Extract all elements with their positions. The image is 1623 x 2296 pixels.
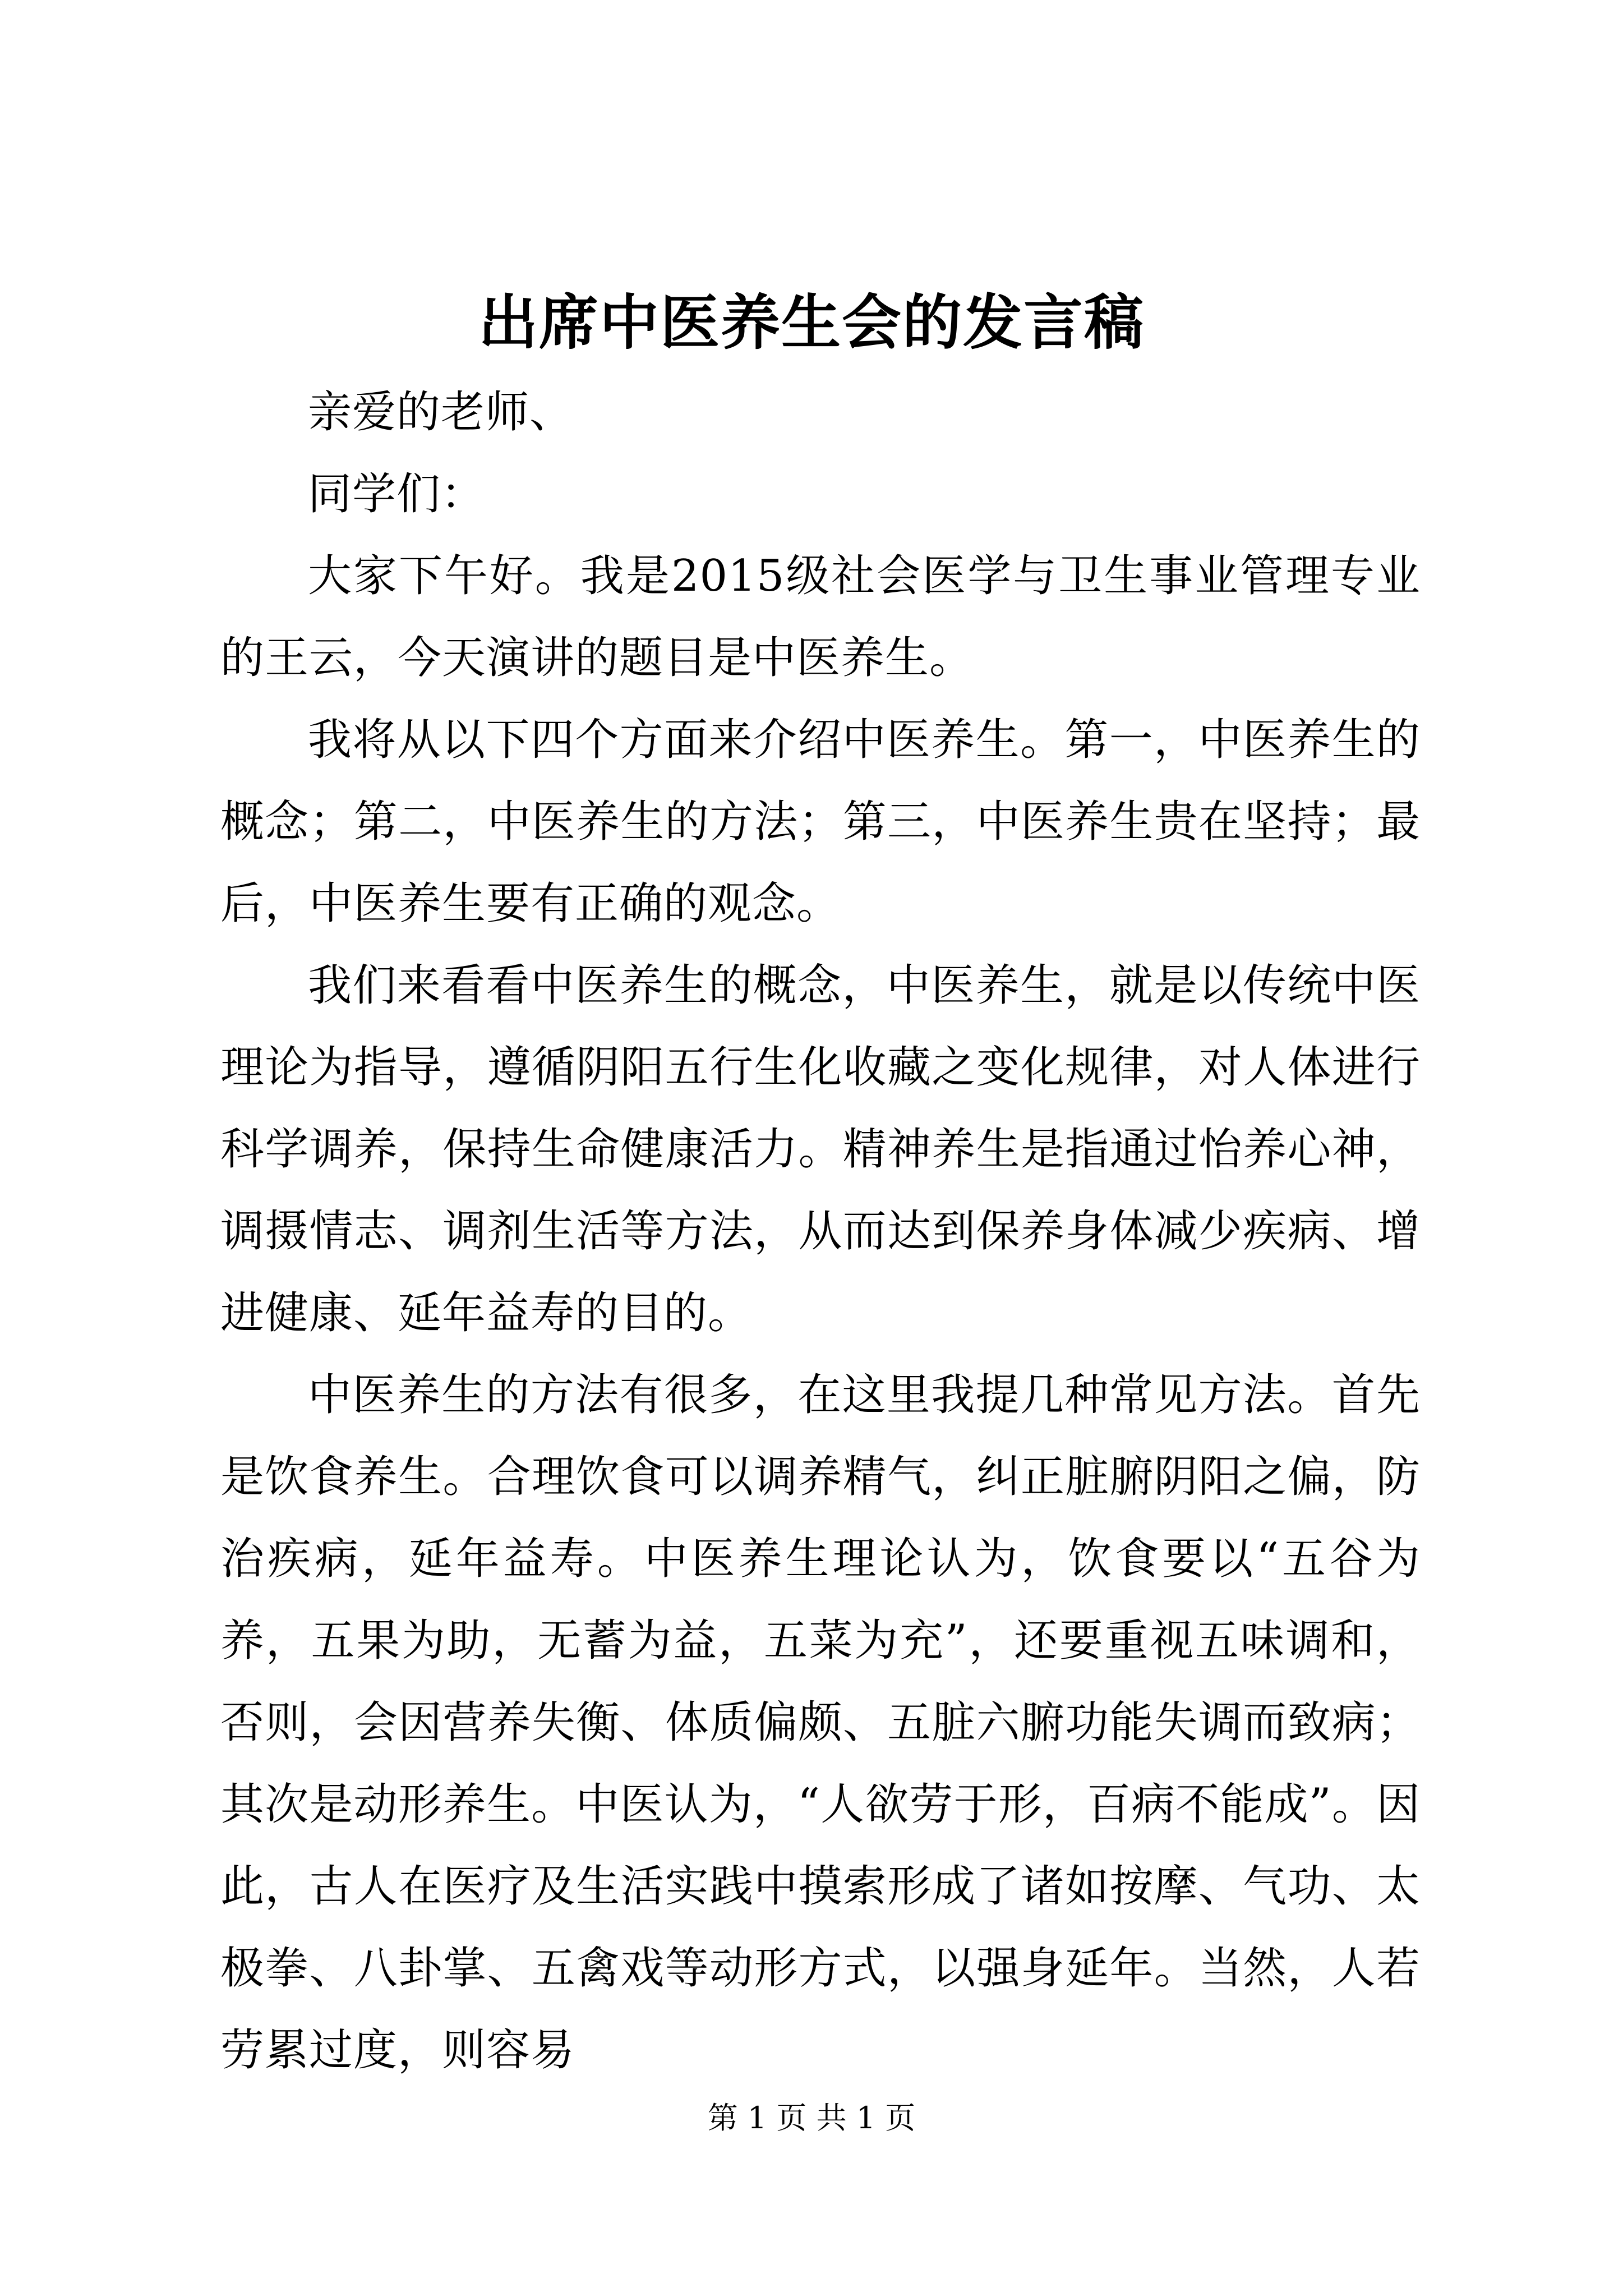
paragraph-concept: 我们来看看中医养生的概念，中医养生，就是以传统中医理论为指导，遵循阴阳五行生化收藏之变化规律，对人体进行科学调养，保持生命健康活力。精神养生是指通过怡养心神，调摄情志、调剂生活等方法，从而达到保养身体减少疾病、增进健康、延年益寿的目的。	[220, 960, 1421, 1338]
paragraph-salutation-2: 同学们：	[308, 469, 486, 519]
document-body	[220, 371, 1421, 2091]
paragraph-greeting: 大家下午好。我是2015级社会医学与卫生事业管理专业的王云，今天演讲的题目是中医养生。	[220, 551, 1421, 683]
document-title: 出席中医养生会的发言稿	[478, 287, 1145, 357]
paragraph-methods: 中医养生的方法有很多，在这里我提几种常见方法。首先是饮食养生。合理饮食可以调养精气，纠正脏腑阴阳之偏，防治疾病，延年益寿。中医养生理论认为，饮食要以“五谷为养，五果为助，无蓄为益，五菜为充”，还要重视五味调和，否则，会因营养失衡、体质偏颇、五脏六腑功能失调而致病；其次是动形养生。中医认为，“人欲劳于形，百病不能成”。因此，古人在医疗及生活实践中摸索形成了诸如按摩、气功、太极拳、八卦掌、五禽戏等动形方式，以强身延年。当然，人若劳累过度，则容易	[220, 1370, 1421, 2076]
paragraph-salutation-1: 亲爱的老师、	[308, 387, 574, 438]
page-footer: 第 1 页 共 1 页	[707, 2100, 916, 2136]
paragraph-outline: 我将从以下四个方面来介绍中医养生。第一，中医养生的概念；第二，中医养生的方法；第三，中医养生贵在坚持；最后，中医养生要有正确的观念。	[220, 715, 1421, 929]
